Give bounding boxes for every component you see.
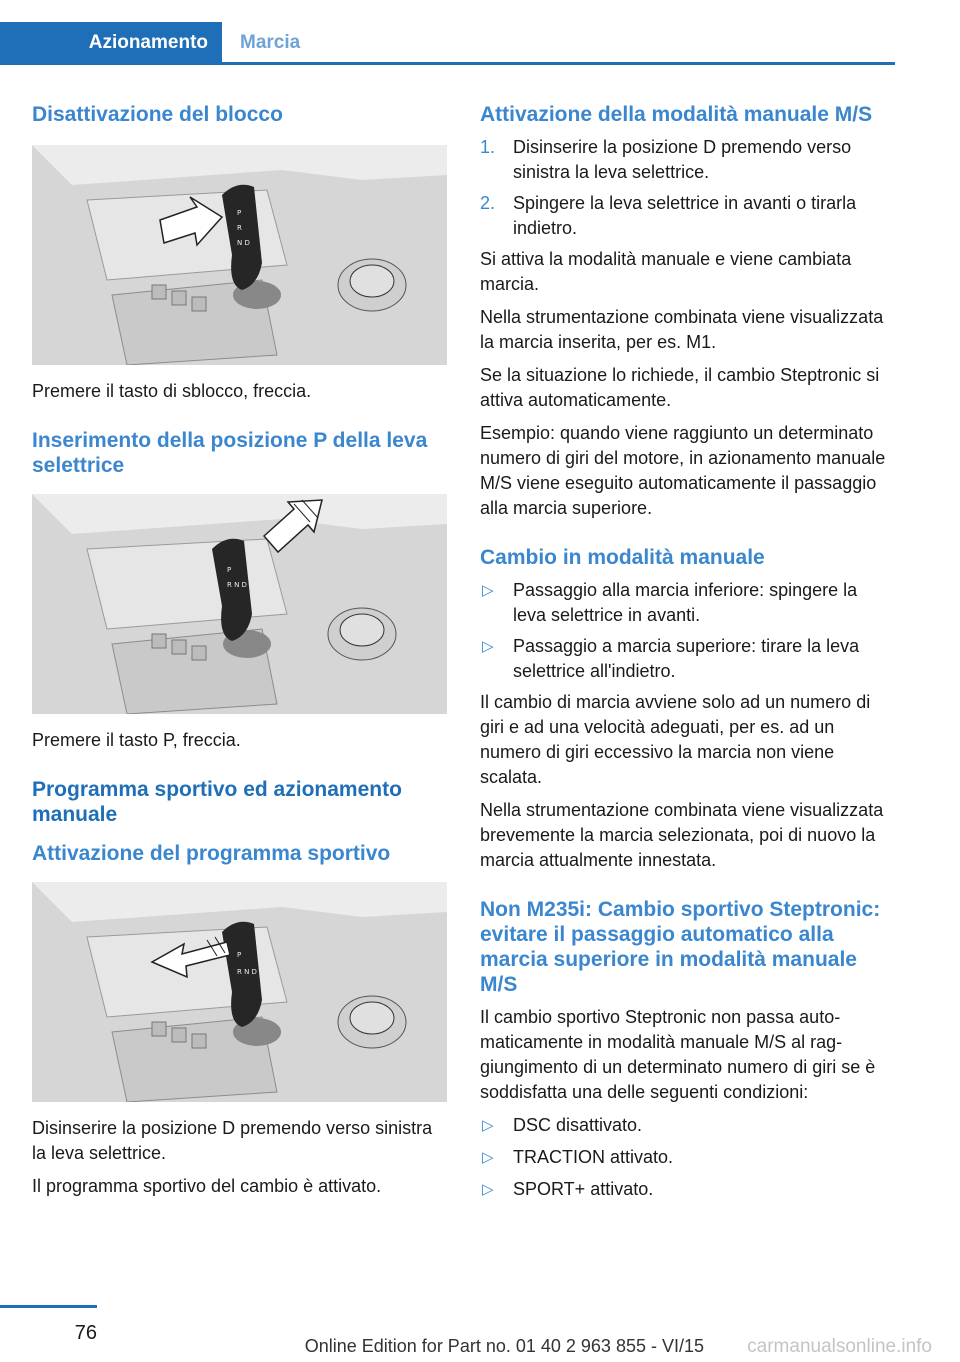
page-number: 76: [74, 1322, 97, 1344]
svg-text:P: P: [237, 209, 242, 217]
illustration-sport: [32, 882, 447, 1102]
svg-text:P: P: [227, 566, 232, 574]
caption-sport-2: Il programma sportivo del cambio è attivato.: [32, 1176, 382, 1196]
manual-steps: [480, 135, 895, 241]
step-text: Spingere la leva selettrice in avanti o tirarla indietro.: [513, 193, 857, 238]
heading-non-m235i: Non M235i: Cambio sportivo Steptronic: evitare il passaggio automatico alla marcia superiore in modalità manuale M/S: [480, 898, 881, 996]
illustration-unlock: [32, 145, 447, 365]
header-tabbar: [0, 22, 895, 65]
caption-park: Premere il tasto P, freccia.: [32, 730, 241, 750]
triangle-bullet-icon: ▷: [482, 1149, 494, 1166]
heading-park: Inserimento della posizione P della leva selettrice: [32, 429, 428, 477]
caption-sport-1: Disinserire la posizione D premendo verso sinistra la leva selettrice.: [32, 1118, 433, 1163]
paragraph: Si attiva la modalità manuale e viene cambiata marcia.: [480, 249, 852, 294]
heading-shift: Cambio in modalità manuale: [480, 546, 765, 569]
list-item: [480, 634, 895, 684]
paragraph: Esempio: quando viene raggiunto un determinato numero di giri del motore, in azionamento manuale M/S viene eseguito automaticamente il passaggio alla marcia superiore.: [480, 423, 886, 518]
tab-marcia[interactable]: Marcia: [240, 32, 301, 53]
svg-text:R N D: R N D: [237, 968, 257, 976]
triangle-bullet-icon: ▷: [482, 638, 494, 655]
list-item: [480, 191, 895, 241]
svg-text:N D: N D: [237, 239, 250, 247]
right-column: [480, 102, 895, 1202]
conditions-list: [480, 1113, 895, 1202]
paragraph: Il cambio sportivo Steptronic non passa automaticamente in modalità manuale M/S al raggiungimento di un determinato numero di giri se è soddisfatta una delle seguenti condizioni:: [480, 1007, 876, 1102]
watermark: carmanualsonline.info: [747, 1336, 932, 1357]
footer-rule: [0, 1305, 97, 1308]
svg-text:R N D: R N D: [227, 581, 247, 589]
step-number: 1.: [480, 137, 496, 157]
list-item: [480, 1145, 895, 1170]
heading-manual: Attivazione della modalità manuale M/S: [480, 103, 873, 126]
paragraph: Nella strumentazione combinata viene visualizzata la marcia inserita, per es. M1.: [480, 307, 884, 352]
svg-text:P: P: [237, 951, 242, 959]
paragraph: Il cambio di marcia avviene solo ad un numero di giri e ad una velocità adeguati, per es. ad un numero di giri eccessivo la marcia non viene scalata.: [480, 692, 871, 787]
list-item-text: Passaggio alla marcia inferiore: spingere la leva selettrice in avanti.: [513, 580, 858, 625]
list-item: [480, 1113, 895, 1138]
step-text: Disinserire la posizione D premendo verso sinistra la leva selettrice.: [513, 137, 852, 182]
svg-text:R: R: [237, 224, 242, 232]
edition-note: Online Edition for Part no. 01 40 2 963 855 - VI/15: [304, 1336, 704, 1356]
step-number: 2.: [480, 193, 496, 213]
illustration-park: [32, 494, 447, 714]
list-item: [480, 578, 895, 628]
tab-azionamento[interactable]: Azionamento: [0, 22, 222, 62]
list-item: [480, 1177, 895, 1202]
list-item-text: Passaggio a marcia superiore: tirare la leva selettrice all'indietro.: [513, 636, 860, 681]
paragraph: Se la situazione lo richiede, il cambio Steptronic si attiva automaticamente.: [480, 365, 880, 410]
triangle-bullet-icon: ▷: [482, 1181, 494, 1198]
left-column: [32, 102, 448, 1199]
list-item: [480, 135, 895, 185]
caption-unlock: Premere il tasto di sblocco, freccia.: [32, 381, 312, 401]
list-item-text: TRACTION attivato.: [513, 1147, 674, 1167]
heading-sport-main: Programma sportivo ed azionamento manuale: [32, 778, 402, 826]
list-item-text: SPORT+ attivato.: [513, 1179, 654, 1199]
shift-list: [480, 578, 895, 684]
heading-unlock: Disattivazione del blocco: [32, 103, 283, 126]
triangle-bullet-icon: ▷: [482, 1117, 494, 1134]
heading-sport-sub: Attivazione del programma sportivo: [32, 842, 391, 865]
paragraph: Nella strumentazione combinata viene visualizzata brevemente la marcia selezionata, poi di nuovo la marcia attualmente innestata.: [480, 800, 884, 870]
triangle-bullet-icon: ▷: [482, 582, 494, 599]
list-item-text: DSC disattivato.: [513, 1115, 643, 1135]
